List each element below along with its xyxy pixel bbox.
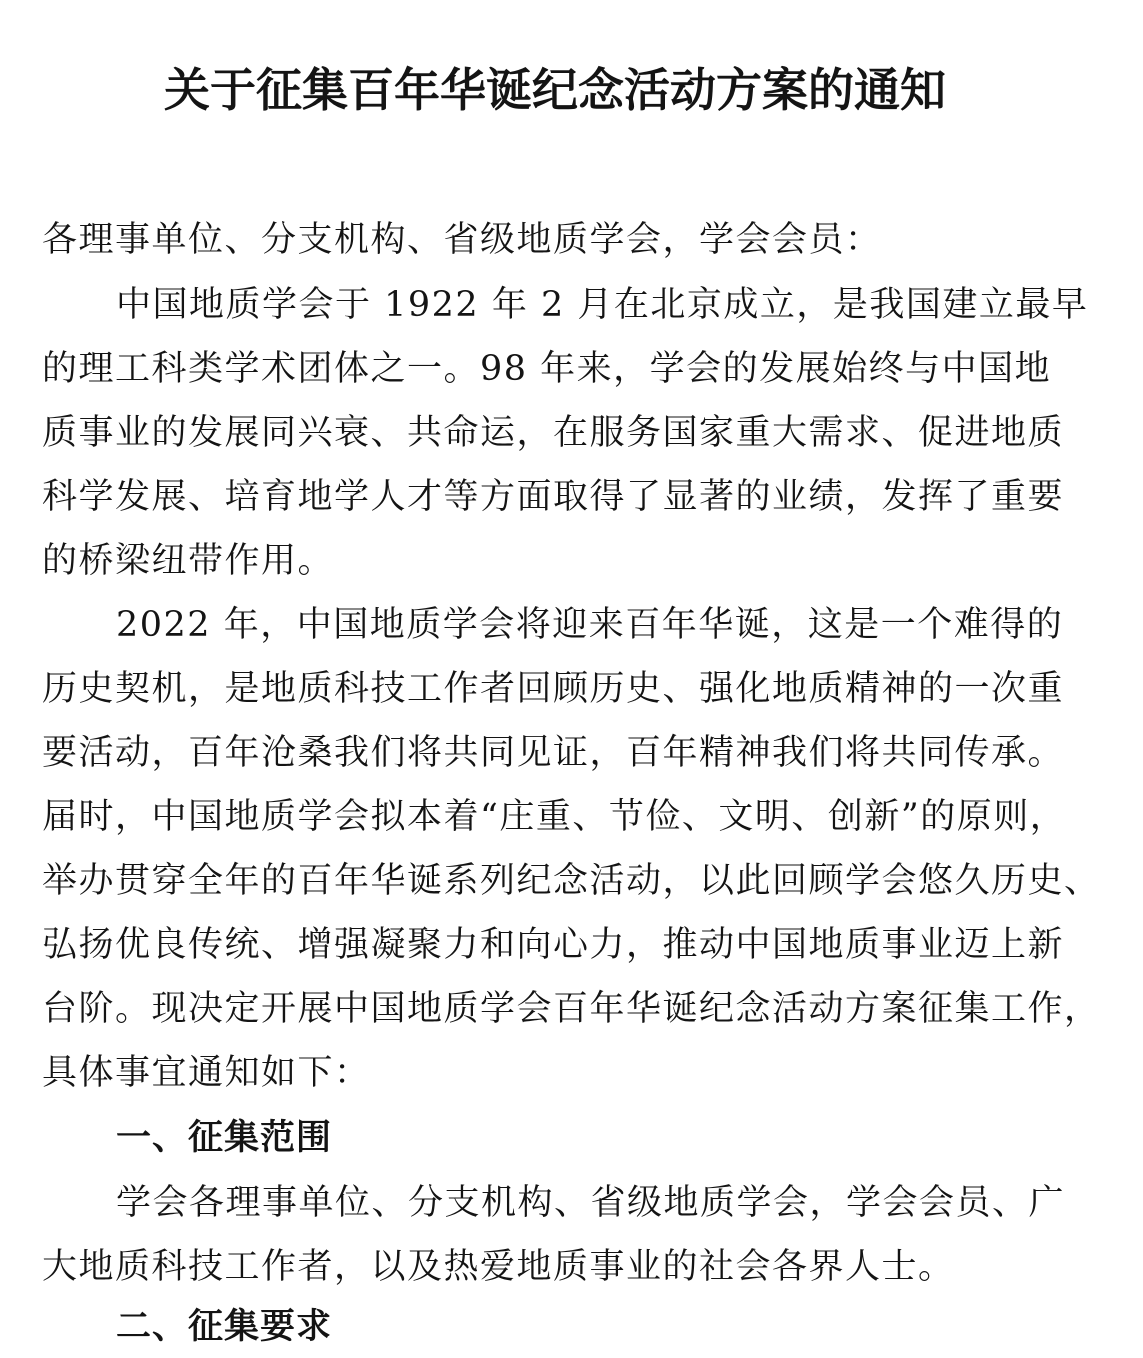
- paragraph-2-line-8: 具体事宜通知如下：: [42, 1053, 371, 1093]
- paragraph-2-line-1: 2022 年，中国地质学会将迎来百年华诞，这是一个难得的: [116, 605, 1064, 645]
- paragraph-3-line-1: 学会各理事单位、分支机构、省级地质学会，学会会员、广: [116, 1183, 1066, 1223]
- paragraph-1-line-4: 科学发展、培育地学人才等方面取得了显著的业绩，发挥了重要: [42, 477, 1065, 517]
- paragraph-1-line-1: 中国地质学会于 1922 年 2 月在北京成立，是我国建立最早: [116, 285, 1089, 325]
- paragraph-1-line-5: 的桥梁纽带作用。: [42, 541, 335, 581]
- paragraph-2-line-3: 要活动，百年沧桑我们将共同见证，百年精神我们将共同传承。: [42, 733, 1065, 773]
- paragraph-2-line-2: 历史契机，是地质科技工作者回顾历史、强化地质精神的一次重: [42, 669, 1065, 709]
- document-title: 关于征集百年华诞纪念活动方案的通知: [164, 63, 946, 117]
- section-2-heading: 二、征集要求: [116, 1307, 333, 1347]
- paragraph-2-line-7: 台阶。现决定开展中国地质学会百年华诞纪念活动方案征集工作，: [42, 989, 1101, 1029]
- paragraph-2-line-5: 举办贯穿全年的百年华诞系列纪念活动，以此回顾学会悠久历史、: [42, 861, 1101, 901]
- salutation: 各理事单位、分支机构、省级地质学会，学会会员：: [42, 220, 882, 260]
- paragraph-1-line-2: 的理工科类学术团体之一。98 年来，学会的发展始终与中国地: [42, 349, 1052, 389]
- paragraph-2-line-4: 届时，中国地质学会拟本着“庄重、节俭、文明、创新”的原则，: [42, 797, 1067, 837]
- paragraph-3-line-2: 大地质科技工作者，以及热爱地质事业的社会各界人士。: [42, 1247, 955, 1287]
- paragraph-2-line-6: 弘扬优良传统、增强凝聚力和向心力，推动中国地质事业迈上新: [42, 925, 1065, 965]
- section-1-heading: 一、征集范围: [116, 1118, 333, 1158]
- paragraph-1-line-3: 质事业的发展同兴衰、共命运，在服务国家重大需求、促进地质: [42, 413, 1065, 453]
